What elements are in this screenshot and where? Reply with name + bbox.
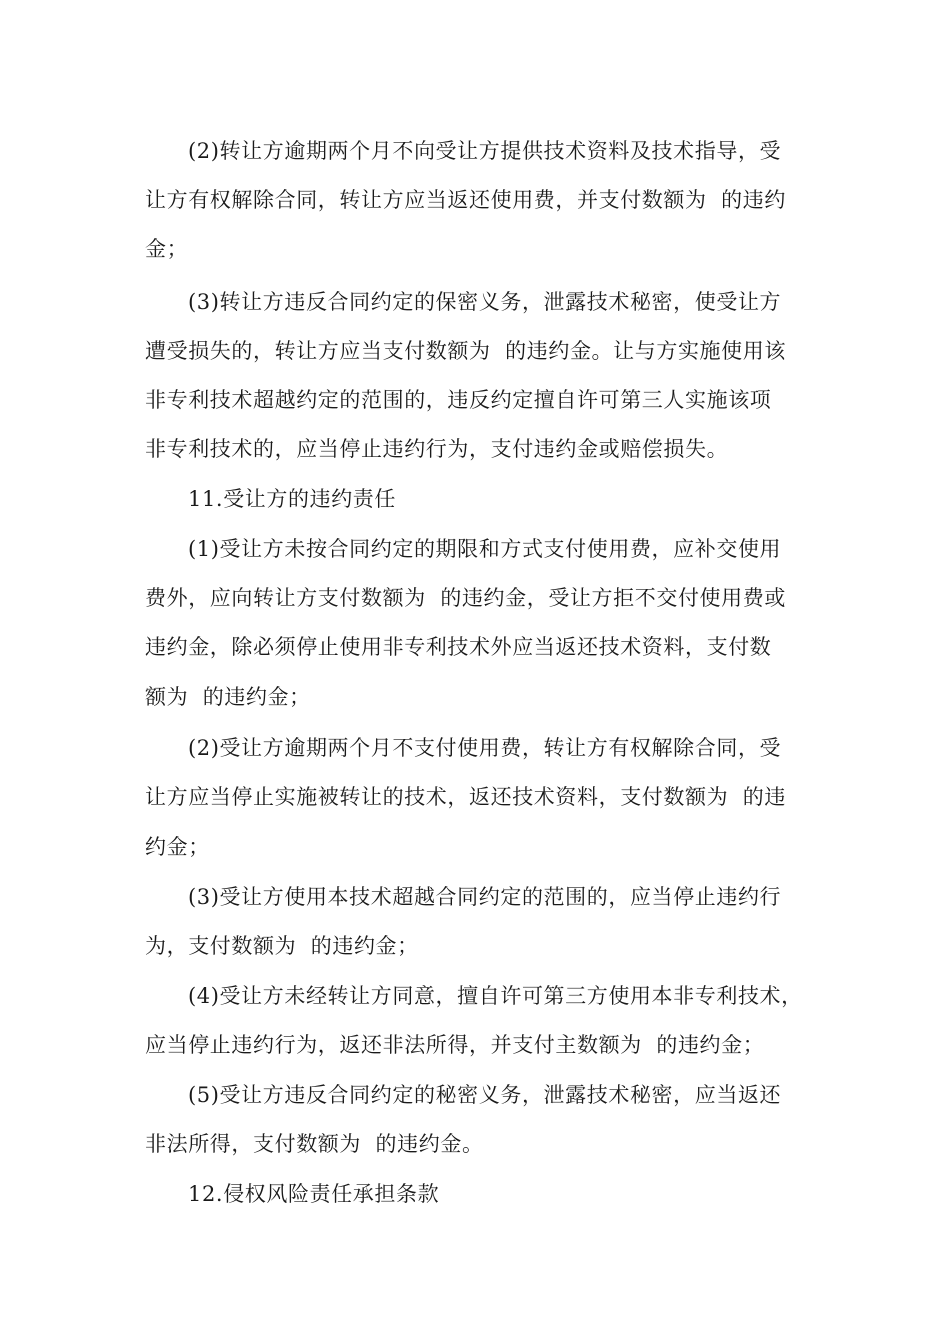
paragraph-line: 费外，应向转让方支付数额为 的违约金，受让方拒不交付使用费或	[145, 586, 786, 610]
paragraph-line: 为，支付数额为 的违约金；	[145, 934, 419, 958]
paragraph-line: 额为 的违约金；	[145, 685, 311, 709]
paragraph-line: 非法所得，支付数额为 的违约金。	[145, 1132, 484, 1156]
paragraph-line: 让方有权解除合同，转让方应当返还使用费，并支付数额为 的违约	[145, 188, 786, 212]
paragraph-line: 金；	[145, 237, 189, 261]
paragraph-line: (3)受让方使用本技术超越合同约定的范围的，应当停止违约行	[188, 885, 782, 909]
paragraph-line: (2)受让方逾期两个月不支付使用费，转让方有权解除合同，受	[188, 736, 782, 760]
paragraph-line: 违约金，除必须停止使用非专利技术外应当返还技术资料，支付数	[145, 635, 772, 659]
paragraph-line: 约金；	[145, 835, 210, 859]
paragraph-line: 非专利技术的，应当停止违约行为，支付违约金或赔偿损失。	[145, 437, 729, 461]
paragraph-line: (4)受让方未经转让方同意，擅自许可第三方使用本非专利技术，	[188, 984, 803, 1008]
section-heading: 12.侵权风险责任承担条款	[188, 1182, 440, 1206]
paragraph-line: (2)转让方逾期两个月不向受让方提供技术资料及技术指导，受	[188, 139, 782, 163]
paragraph-line: 非专利技术超越约定的范围的，违反约定擅自许可第三人实施该项	[145, 388, 772, 412]
paragraph-line: 遭受损失的，转让方应当支付数额为 的违约金。让与方实施使用该	[145, 339, 786, 363]
paragraph-line: 应当停止违约行为，返还非法所得，并支付主数额为 的违约金；	[145, 1033, 765, 1057]
paragraph-line: (5)受让方违反合同约定的秘密义务，泄露技术秘密，应当返还	[188, 1083, 782, 1107]
paragraph-line: 让方应当停止实施被转让的技术，返还技术资料，支付数额为 的违	[145, 785, 786, 809]
paragraph-line: (3)转让方违反合同约定的保密义务，泄露技术秘密，使受让方	[188, 290, 782, 314]
paragraph-line: (1)受让方未按合同约定的期限和方式支付使用费，应补交使用	[188, 537, 782, 561]
section-heading: 11.受让方的违约责任	[188, 487, 396, 511]
